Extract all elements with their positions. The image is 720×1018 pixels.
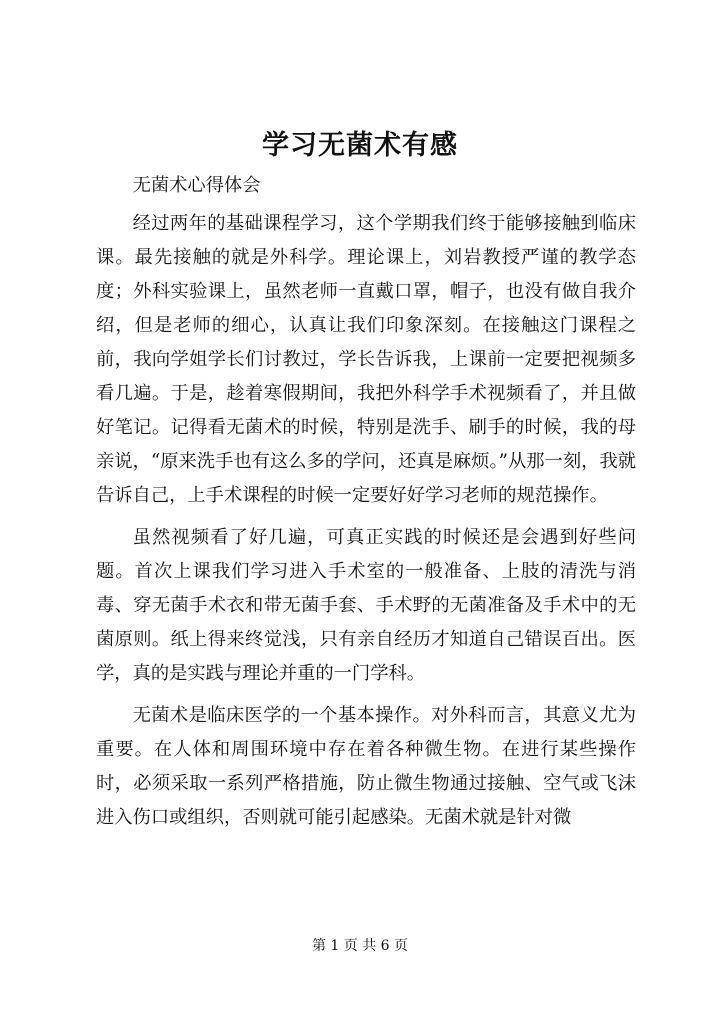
paragraph-2: 虽然视频看了好几遍，可真正实践的时候还是会遇到好些问题。首次上课我们学习进入手术室的一般准备、上肢的清洗与消毒、穿无菌手术衣和带无菌手套、手术野的无菌准备及手术中的无菌原则。纸上得来终觉浅，只有亲自经历才知道自己错误百出。医学，真的是实践与理论并重的一门学科。 [96, 527, 636, 684]
document-title: 学习无菌术有感 [262, 130, 458, 161]
paragraph-1: 经过两年的基础课程学习，这个学期我们终于能够接触到临床课。最先接触的就是外科学。理论课上，刘岩教授严谨的教学态度；外科实验课上，虽然老师一直戴口罩，帽子，也没有做自我介绍，但是老师的细心，认真让我们印象深刻。在接触这门课程之前，我向学姐学长们讨教过，学长告诉我，上课前一定要把视频多看几遍。于是，趁着寒假期间，我把外科学手术视频看了，并且做好笔记。记得看无菌术的时候，特别是洗手、刷手的时候，我的母亲说，“原来洗手也有这么多的学问，还真是麻烦。”从那一刻，我就告诉自己，上手术课程的时候一定要好好学习老师的规范操作。 [96, 213, 636, 506]
paragraph-3: 无菌术是临床医学的一个基本操作。对外科而言，其意义尤为重要。在人体和周围环境中存在着各种微生物。在进行某些操作时，必须采取一系列严格措施，防止微生物通过接触、空气或飞沫进入伤口或组织，否则就可能引起感染。无菌术就是针对微 [96, 705, 636, 828]
page-number-footer: 第 1 页 共 6 页 [311, 938, 409, 954]
document-body [96, 169, 636, 835]
document-subtitle: 无菌术心得体会 [132, 175, 261, 196]
